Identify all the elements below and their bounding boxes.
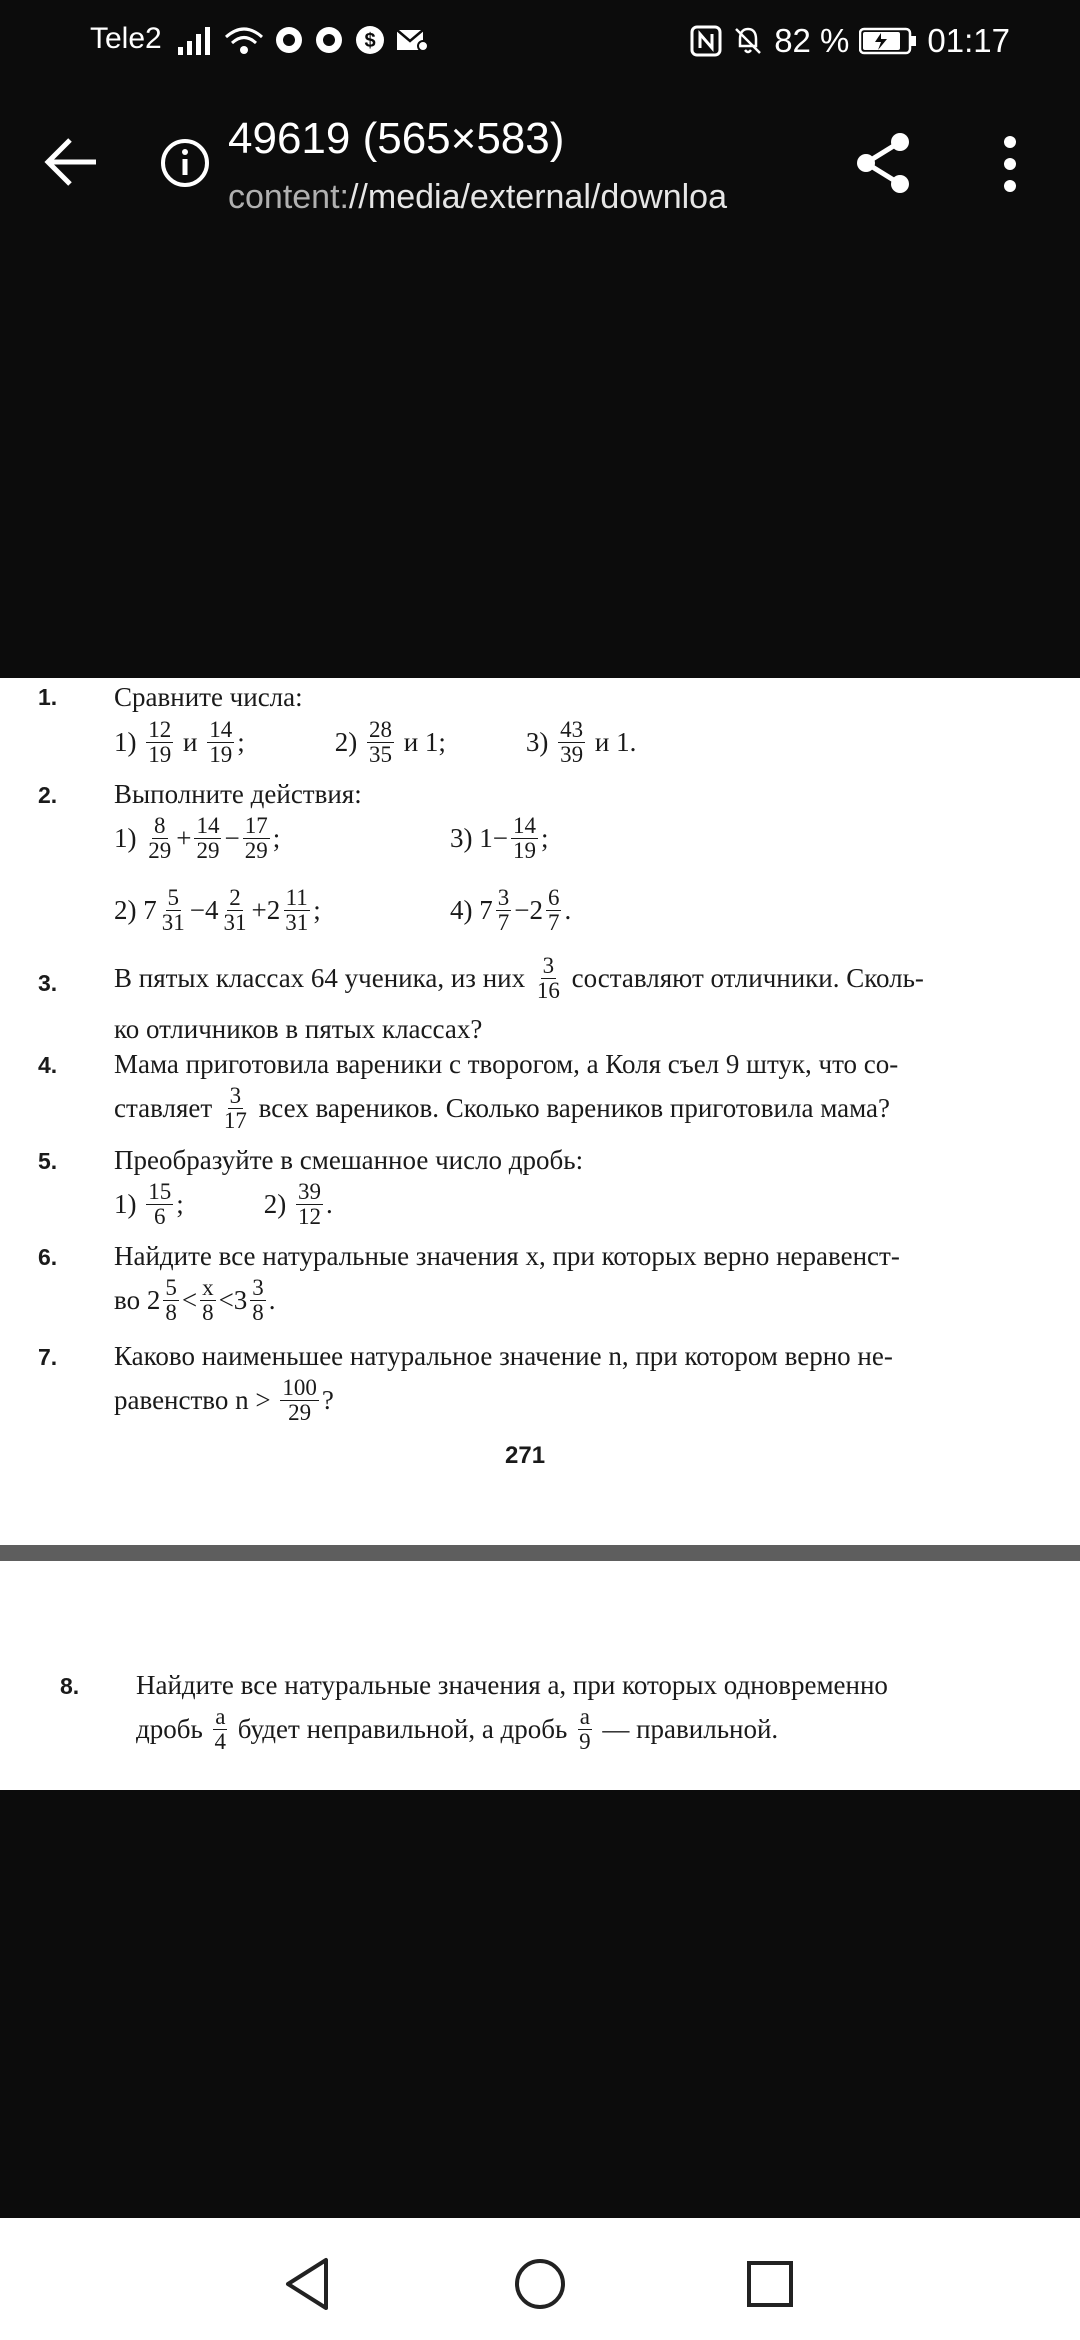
problem-5-items: 1) $\frac{15}{6}$ ; 2) $\frac{39}{12}$ . <box>114 1179 333 1230</box>
image-title: 49619 (565×583) <box>228 114 565 163</box>
problem-1-text: Сравните числа: <box>114 682 303 712</box>
problem-text: всех вареников. Сколько вареников приготовила мама? <box>258 1093 890 1124</box>
fraction: $\frac{28}{35}$ <box>368 717 392 768</box>
whole-part: 2 <box>146 1285 161 1316</box>
problem-2-text: Выполните действия: <box>114 779 362 809</box>
whole-part: 2 <box>266 895 281 926</box>
semicolon: ; <box>237 727 245 758</box>
signal-icon <box>178 25 214 55</box>
problem-7-line-1: Каково наименьшее натуральное значение n, при котором верно не- <box>114 1341 893 1371</box>
problem-4-number: 4. <box>38 1052 58 1078</box>
dollar-icon <box>354 24 386 56</box>
problem-1-number: 1. <box>38 684 58 710</box>
problem-3-line-1 <box>114 954 924 1003</box>
whole-part: 4 <box>204 895 219 926</box>
wifi-icon <box>224 25 264 55</box>
uri-path: //media/external/downloa <box>348 178 727 216</box>
fraction: $\frac{6}{7}$ <box>547 885 560 936</box>
info-icon[interactable] <box>160 138 210 188</box>
fraction: $\frac{100}{29}$ <box>282 1375 317 1426</box>
fraction: $\frac{11}{31}$ <box>285 885 309 936</box>
fraction: $\frac{39}{12}$ <box>298 1179 322 1230</box>
problem-text: — правильной. <box>602 1714 779 1745</box>
document-image[interactable] <box>0 678 1080 1560</box>
problem-2-number: 2. <box>38 782 58 808</box>
fraction: $\frac{5}{8}$ <box>165 1275 177 1326</box>
image-uri <box>228 178 788 217</box>
item-label: 2) <box>263 1189 287 1220</box>
problem-text: дробь <box>136 1714 203 1745</box>
problem-6-line-2: во 2 $\frac{5}{8}$ < $\frac{x}{8}$ < 3 $\frac{3}{8}$ . <box>114 1275 276 1326</box>
fraction: $\frac{a}{4}$ <box>214 1704 227 1755</box>
fraction: $\frac{14}{29}$ <box>196 813 220 864</box>
fraction: $\frac{14}{19}$ <box>512 813 536 864</box>
item-label: 4) <box>450 895 473 926</box>
problem-1-items <box>114 718 636 767</box>
vpn-icon <box>274 25 304 55</box>
svg-text:$: $ <box>364 30 376 52</box>
fraction: $\frac{12}{19}$ <box>148 717 172 768</box>
share-icon[interactable] <box>850 130 916 196</box>
problem-5-text: Преобразуйте в смешанное число дробь: <box>114 1145 584 1175</box>
clock: 01:17 <box>927 22 1010 59</box>
uri-scheme: content: <box>228 178 349 216</box>
problem-8-number: 8. <box>60 1673 80 1699</box>
battery-percent: 82 % <box>774 22 850 59</box>
system-nav-bar <box>0 2218 1080 2340</box>
item-label: 2) <box>334 727 358 758</box>
mail-icon <box>396 27 428 53</box>
fraction: $\frac{14}{19}$ <box>209 717 233 768</box>
page-number: 271 <box>505 1442 546 1469</box>
item-tail: и 1; <box>403 727 446 758</box>
whole-part: 7 <box>479 895 493 926</box>
fraction: $\frac{a}{9}$ <box>579 1704 591 1755</box>
problem-text: равенство n > <box>114 1385 271 1416</box>
problem-6-line-1: Найдите все натуральные значения x, при которых верно неравенст- <box>114 1241 900 1271</box>
fraction: $\frac{3}{7}$ <box>497 885 510 936</box>
problem-8-line-2 <box>136 1705 778 1754</box>
fraction: $\frac{3}{17}$ <box>223 1083 247 1134</box>
problem-4-line-1: Мама приготовила вареники с творогом, а Коля съел 9 штук, что со- <box>114 1049 899 1079</box>
item-label: 1) <box>114 823 137 854</box>
problem-3-line-2: ко отличников в пятых классах? <box>114 1014 483 1044</box>
problem-text: во <box>114 1285 141 1316</box>
fraction: $\frac{5}{31}$ <box>161 885 185 936</box>
whole-part: 2 <box>529 895 543 926</box>
word-and: и <box>183 727 198 758</box>
fraction: $\frac{15}{6}$ <box>148 1179 172 1230</box>
whole-part: 7 <box>143 895 157 926</box>
status-icons <box>178 22 428 58</box>
problem-7-number: 7. <box>38 1344 58 1370</box>
nfc-icon <box>690 25 722 57</box>
status-bar <box>0 0 1080 80</box>
nav-back-icon[interactable] <box>278 2254 338 2314</box>
problem-5-number: 5. <box>38 1148 58 1174</box>
problem-3-number: 3. <box>38 970 58 996</box>
app-bar <box>0 100 1080 240</box>
vpn-icon-2 <box>314 25 344 55</box>
status-right <box>690 22 1010 60</box>
problem-2-row-2b: 4) 7 $\frac{3}{7}$ − 2 $\frac{6}{7}$ . <box>450 885 572 936</box>
item-label: 1) <box>114 1189 137 1220</box>
problem-2-row-2: 2) 7 $\frac{5}{31}$ − 4 $\frac{2}{31}$ + 2 $\frac{11}{31}$ ; <box>114 885 321 936</box>
item-label: 3) <box>450 823 473 854</box>
item-tail: и 1. <box>594 727 637 758</box>
fraction: $\frac{17}{29}$ <box>244 813 268 864</box>
problem-2-row-1b: 3) 1 − $\frac{14}{19}$ ; <box>450 813 549 864</box>
item-label: 2) <box>114 895 137 926</box>
problem-2-row-1: 1) $\frac{8}{29}$ + $\frac{14}{29}$ − $\frac{17}{29}$ ; <box>114 813 281 864</box>
nav-home-icon[interactable] <box>510 2254 570 2314</box>
fraction: $\frac{8}{29}$ <box>148 813 172 864</box>
item-label: 1) <box>114 727 137 758</box>
problem-4-line-2 <box>114 1084 890 1133</box>
problem-7-line-2: равенство n > $\frac{100}{29}$ ? <box>114 1375 334 1426</box>
fraction: $\frac{x}{8}$ <box>202 1275 214 1326</box>
problem-6-number: 6. <box>38 1244 58 1270</box>
item-label: 3) <box>525 727 549 758</box>
problem-8-line-1: Найдите все натуральные значения a, при которых одновременно <box>136 1670 888 1700</box>
document-image-continued[interactable] <box>0 1561 1080 1790</box>
number-one: 1 <box>479 823 493 854</box>
fraction: $\frac{43}{39}$ <box>560 717 584 768</box>
page-separator <box>0 1545 1080 1561</box>
mute-bell-icon <box>732 25 764 57</box>
nav-recents-icon[interactable] <box>740 2254 800 2314</box>
problem-text: составляют отличники. Сколь- <box>571 963 924 994</box>
more-options-icon[interactable] <box>990 134 1030 194</box>
carrier-label: Tele2 <box>90 22 162 55</box>
whole-part: 3 <box>233 1285 248 1316</box>
fraction: $\frac{3}{8}$ <box>252 1275 264 1326</box>
fraction: $\frac{2}{31}$ <box>223 885 247 936</box>
problem-text: будет неправильной, а дробь <box>237 1714 568 1745</box>
back-arrow-icon[interactable] <box>40 130 104 194</box>
fraction: $\frac{3}{16}$ <box>536 953 560 1004</box>
problem-text: В пятых классах 64 ученика, из них <box>114 963 526 994</box>
problem-text: ставляет <box>114 1093 213 1124</box>
battery-icon <box>859 26 917 56</box>
